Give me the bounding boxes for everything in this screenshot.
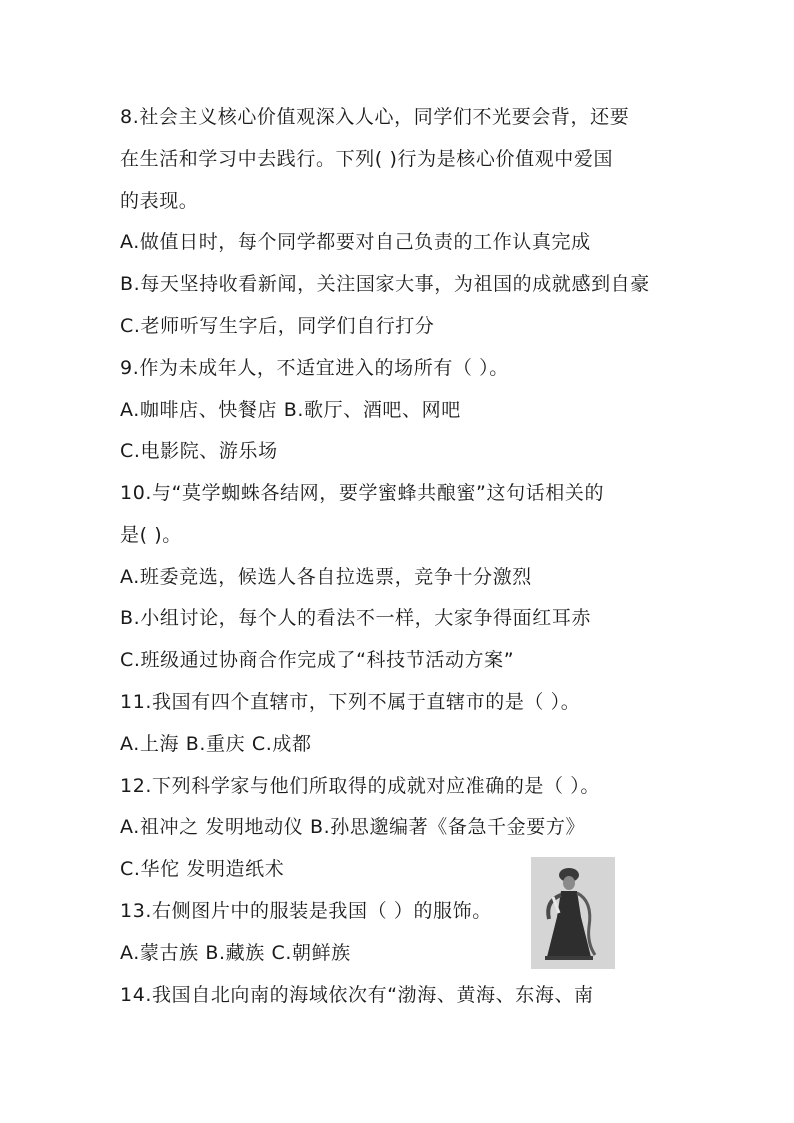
- question-10-option-c: C.班级通过协商合作完成了“科技节活动方案”: [120, 649, 515, 671]
- question-10-stem-line-2: 是( )。: [120, 524, 182, 546]
- question-8-option-a: A.做值日时，每个同学都要对自己负责的工作认真完成: [120, 231, 591, 253]
- question-8-stem-line-2: 在生活和学习中去践行。下列( )行为是核心价值观中爱国: [120, 148, 614, 170]
- question-12-stem: 12.下列科学家与他们所取得的成就对应准确的是（ ）。: [120, 775, 600, 797]
- question-12-options-ab: A.祖冲之 发明地动仪 B.孙思邈编著《备急千金要方》: [120, 816, 586, 838]
- ethnic-costume-photo-icon: [531, 857, 615, 969]
- question-13-stem: 13.右侧图片中的服装是我国（ ）的服饰。: [120, 900, 492, 922]
- question-8-option-b: B.每天坚持收看新闻，关注国家大事，为祖国的成就感到自豪: [120, 273, 650, 295]
- question-12-option-c: C.华佗 发明造纸术: [120, 858, 285, 880]
- question-10-stem-line-1: 10.与“莫学蜘蛛各结网，要学蜜蜂共酿蜜”这句话相关的: [120, 482, 605, 504]
- question-9-option-c: C.电影院、游乐场: [120, 440, 278, 462]
- question-9-options-ab: A.咖啡店、快餐店 B.歌厅、酒吧、网吧: [120, 399, 461, 421]
- question-11-stem: 11.我国有四个直辖市，下列不属于直辖市的是（ ）。: [120, 691, 581, 713]
- question-11-options: A.上海 B.重庆 C.成都: [120, 733, 312, 755]
- question-9-stem: 9.作为未成年人，不适宜进入的场所有（ ）。: [120, 357, 509, 379]
- question-8-stem-line-1: 8.社会主义核心价值观深入人心，同学们不光要会背，还要: [120, 106, 630, 128]
- question-14-stem-line-1: 14.我国自北向南的海域依次有“渤海、黄海、东海、南: [120, 984, 594, 1006]
- question-10-option-b: B.小组讨论，每个人的看法不一样，大家争得面红耳赤: [120, 607, 592, 629]
- question-8-option-c: C.老师听写生字后，同学们自行打分: [120, 315, 435, 337]
- question-10-option-a: A.班委竞选，候选人各自拉选票，竞争十分激烈: [120, 566, 532, 588]
- question-13-options: A.蒙古族 B.藏族 C.朝鲜族: [120, 942, 351, 964]
- question-8-stem-line-3: 的表现。: [120, 190, 199, 212]
